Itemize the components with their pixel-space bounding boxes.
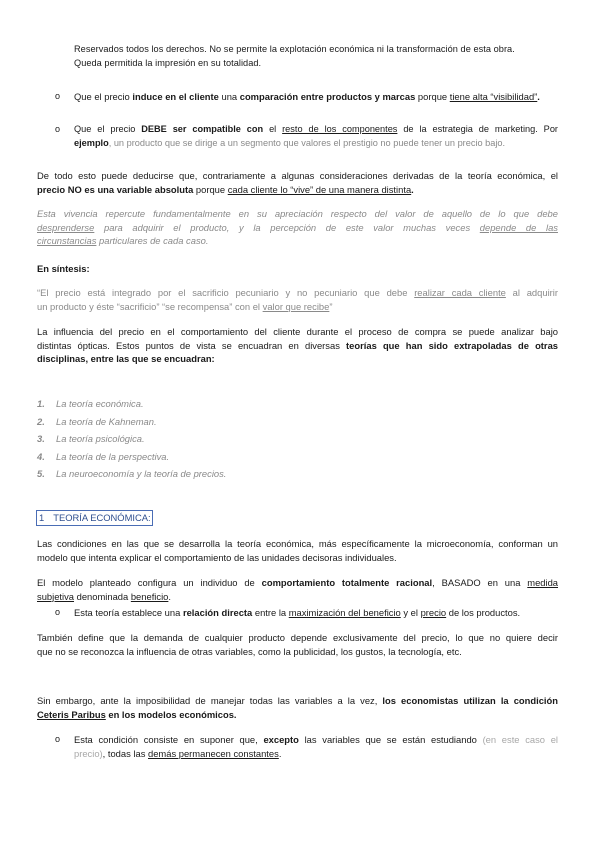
section-number: 1	[39, 512, 45, 523]
section-title: TEORÍA ECONÓMICA:	[53, 512, 151, 523]
paragraph-sin-embargo: Sin embargo, ante la imposibilidad de manejar todas las variables a la vez, los economistas utilizan la condición Ceteris Paribus en los modelos económicos.	[37, 695, 558, 720]
paragraph-tambien: También define que la demanda de cualquier producto depende exclusivamente del precio, lo que no quiere decir que no se reconozca la influencia de otras variables, como la publicidad, los gustos, la tecnología, etc.	[37, 632, 558, 657]
bullet-marker: o	[55, 124, 61, 134]
list-item: 5. La neuroeconomía y la teoría de precios.	[37, 468, 227, 480]
paragraph-modelo: El modelo planteado configura un individuo de comportamiento totalmente racional, BASADO en una medida subjetiva denominada beneficio.	[37, 577, 559, 602]
paragraph-condiciones: Las condiciones en las que se desarrolla la teoría económica, más específicamente la microeconomía, conforman un modelo que intenta explicar el comportamiento de las unidades decisoras individuales.	[37, 538, 558, 563]
copyright-line-1: Reservados todos los derechos. No se permite la explotación económica ni la transformación de esta obra.	[74, 44, 515, 54]
bullet-visibility: Que el precio induce en el cliente una comparación entre productos y marcas porque tiene alta “visibilidad”.	[74, 91, 540, 102]
theories-list	[37, 397, 226, 485]
quote-paragraph: “El precio está integrado por el sacrificio pecuniario y no pecuniario que debe realizar cada cliente al adquirir un producto y éste “sacrificio” “se recompensa” con el valor que recibe”	[37, 287, 558, 312]
section-heading	[36, 510, 153, 526]
bullet-marker: o	[55, 734, 61, 744]
list-item: 3. La teoría psicológica.	[37, 433, 145, 445]
copyright-line-2: Queda permitida la impresión en su totalidad.	[74, 57, 262, 68]
synthesis-label: En síntesis:	[37, 263, 90, 274]
bullet-marker: o	[55, 91, 61, 101]
list-item: 2. La teoría de Kahneman.	[37, 415, 157, 427]
bullet-marker: o	[55, 607, 61, 617]
list-item: 4. La teoría de la perspectiva.	[37, 450, 170, 462]
bullet-ceteris: Esta condición consiste en suponer que, excepto las variables que se están estudiando (en este caso el precio), todas las demás permanecen constantes.	[74, 734, 558, 759]
paragraph-vivencia: Esta vivencia repercute fundamentalmente en su apreciación respecto del valor de aquello de lo que debe desprenderse para adquirir el producto, y la percepción de este valor muchas veces depende de las circunstancias particulares de cada caso.	[37, 208, 558, 247]
paragraph-influencia: La influencia del precio en el comportamiento del cliente durante el proceso de compra se puede analizar bajo distintas ópticas. Estos puntos de vista se encuadran en diversas teorías que han sido extrapoladas de otras disciplinas, entre las que se encuadran:	[37, 326, 558, 365]
list-item: 1. La teoría económica.	[37, 398, 144, 409]
copyright-paragraph	[74, 43, 558, 70]
paragraph-deduction: De todo esto puede deducirse que, contrariamente a algunas consideraciones derivadas de la teoría económica, el precio NO es una variable absoluta porque cada cliente lo “vive” de una manera distinta.	[37, 170, 558, 195]
bullet-relacion: Esta teoría establece una relación directa entre la maximización del beneficio y el precio de los productos.	[74, 607, 521, 618]
bullet-compatibility: Que el precio DEBE ser compatible con el resto de los componentes de la estrategia de marketing. Por ejemplo, un producto que se dirige a un segmento que valores el prestigio no puede tener un precio bajo.	[74, 124, 558, 148]
